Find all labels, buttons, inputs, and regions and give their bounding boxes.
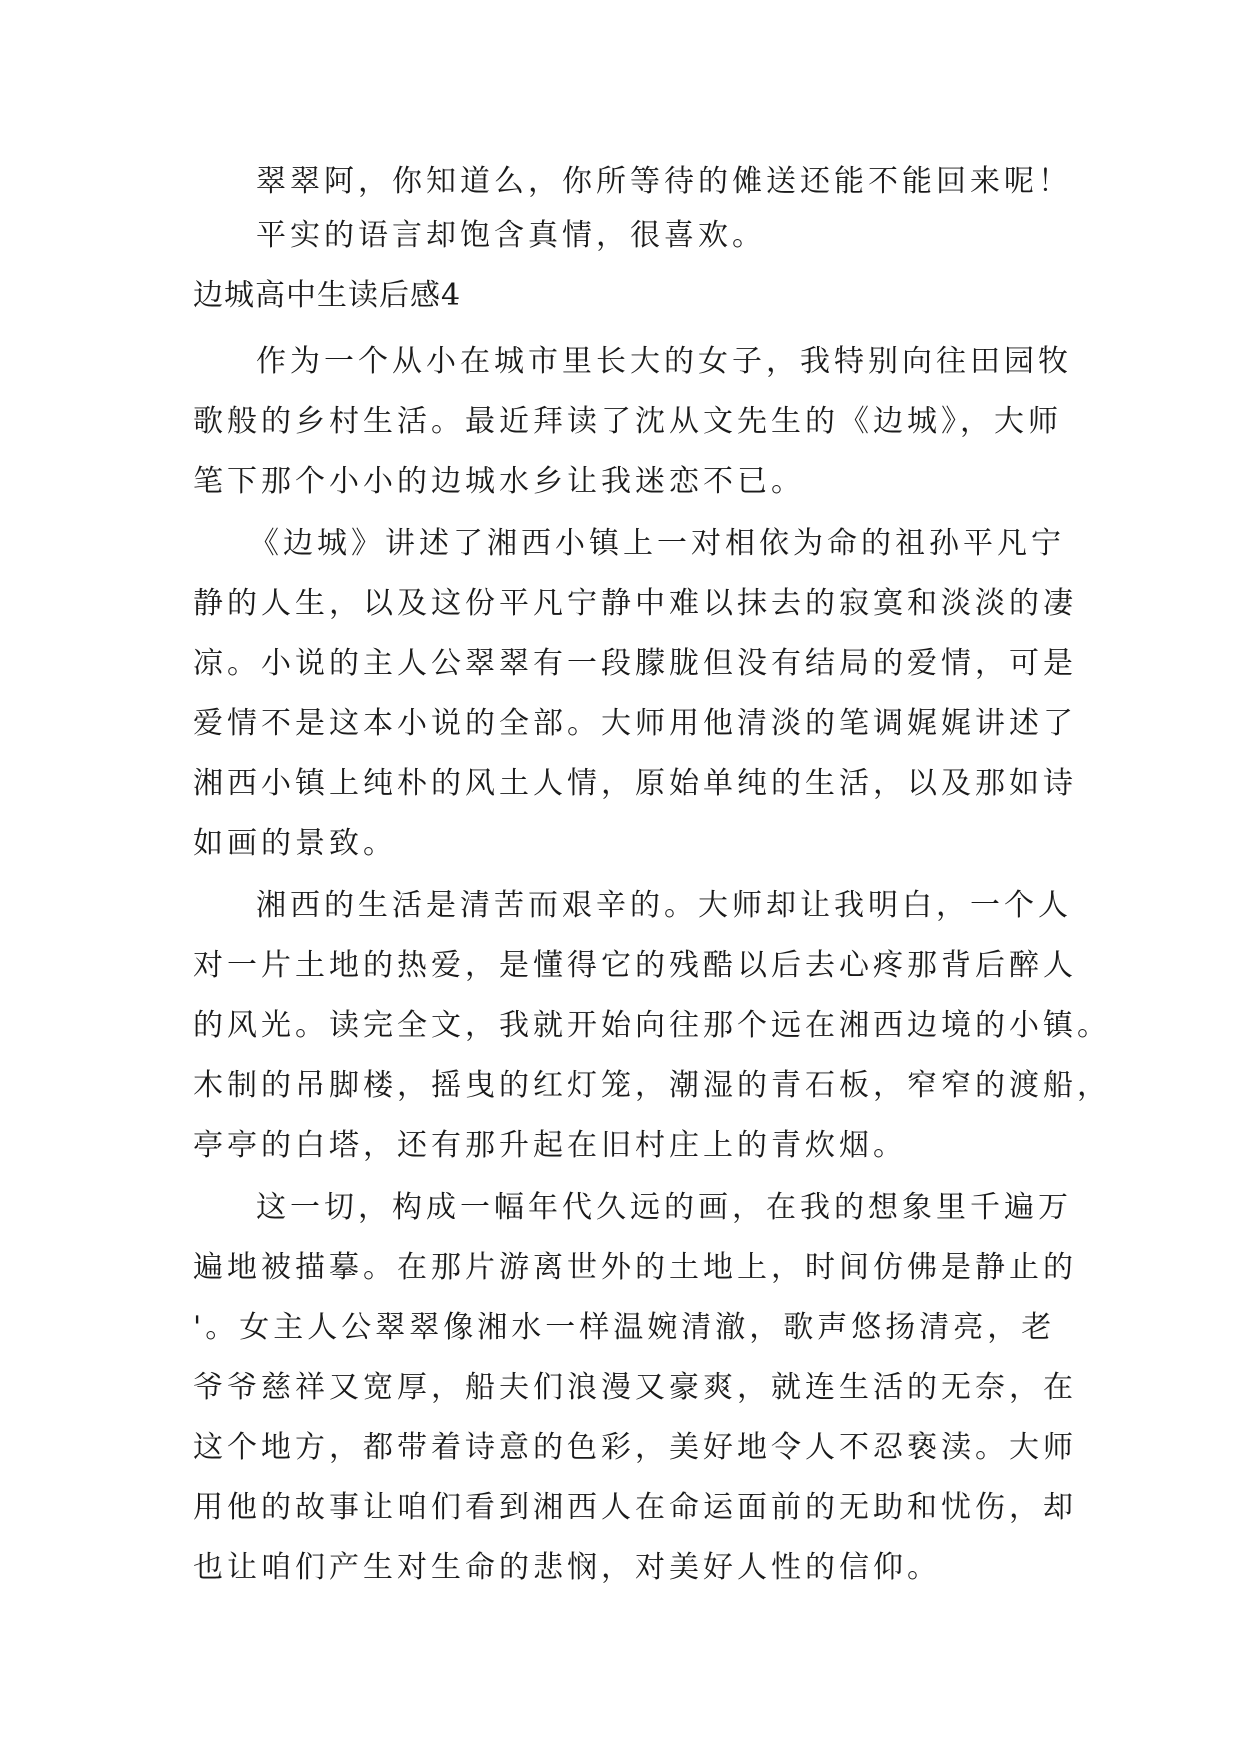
paragraph-line: 木制的吊脚楼，摇曳的红灯笼，潮湿的青石板，窄窄的渡船， xyxy=(193,1068,1111,1103)
paragraph-line: '。女主人公翠翠像湘水一样温婉清澈，歌声悠扬清亮，老 xyxy=(193,1310,1056,1345)
paragraph-line: 笔下那个小小的边城水乡让我迷恋不已。 xyxy=(193,464,805,499)
paragraph-line: 对一片土地的热爱，是懂得它的残酷以后去心疼那背后醉人 xyxy=(193,948,1077,983)
paragraph-line: 亭亭的白塔，还有那升起在旧村庄上的青炊烟。 xyxy=(193,1128,907,1163)
paragraph-line: 这一切，构成一幅年代久远的画，在我的想象里千遍万 xyxy=(256,1190,1072,1225)
paragraph-line: 的风光。读完全文，我就开始向往那个远在湘西边境的小镇。 xyxy=(193,1008,1111,1043)
paragraph-line: 爱情不是这本小说的全部。大师用他清淡的笔调娓娓讲述了 xyxy=(193,706,1077,741)
paragraph-line: 也让咱们产生对生命的悲悯，对美好人性的信仰。 xyxy=(193,1550,941,1585)
paragraph-line: 湘西小镇上纯朴的风土人情，原始单纯的生活，以及那如诗 xyxy=(193,766,1077,801)
paragraph-line: 静的人生，以及这份平凡宁静中难以抹去的寂寞和淡淡的凄 xyxy=(193,586,1077,621)
intro-line-1: 翠翠阿，你知道么，你所等待的傩送还能不能回来呢！ xyxy=(256,164,1072,199)
paragraph-line: 爷爷慈祥又宽厚，船夫们浪漫又豪爽，就连生活的无奈，在 xyxy=(193,1370,1077,1405)
paragraph-line: 歌般的乡村生活。最近拜读了沈从文先生的《边城》，大师 xyxy=(193,404,1062,439)
paragraph-line: 凉。小说的主人公翠翠有一段朦胧但没有结局的爱情，可是 xyxy=(193,646,1077,681)
paragraph-line: 遍地被描摹。在那片游离世外的土地上，时间仿佛是静止的 xyxy=(193,1250,1077,1285)
paragraph-line: 这个地方，都带着诗意的色彩，美好地令人不忍亵渎。大师 xyxy=(193,1430,1077,1465)
paragraph-line: 如画的景致。 xyxy=(193,826,397,861)
section-heading: 边城高中生读后感4 xyxy=(193,278,462,313)
intro-line-2: 平实的语言却饱含真情，很喜欢。 xyxy=(256,218,766,253)
paragraph-line: 作为一个从小在城市里长大的女子，我特别向往田园牧 xyxy=(256,344,1072,379)
paragraph-line: 用他的故事让咱们看到湘西人在命运面前的无助和忧伤，却 xyxy=(193,1490,1077,1525)
paragraph-line: 《边城》讲述了湘西小镇上一对相依为命的祖孙平凡宁 xyxy=(249,526,1065,561)
paragraph-line: 湘西的生活是清苦而艰辛的。大师却让我明白，一个人 xyxy=(256,888,1072,923)
